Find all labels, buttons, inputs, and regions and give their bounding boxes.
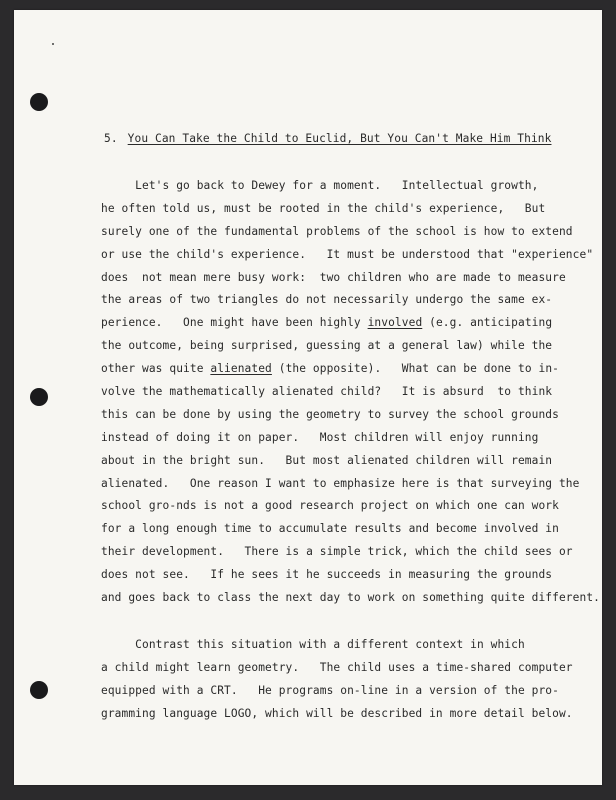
- paper-speck: [52, 43, 54, 45]
- text-line: he often told us, must be rooted in the child's experience, But: [101, 201, 546, 215]
- text-line: the outcome, being surprised, guessing at a general law) while the: [101, 339, 553, 353]
- text-line: [101, 358, 600, 381]
- text-line: Let's go back to Dewey for a moment. Intellectual growth,: [101, 179, 539, 192]
- text-line: does not see. If he sees it he succeeds in measuring the grounds: [101, 568, 553, 582]
- text-line: surely one of the fundamental problems of the school is how to extend: [101, 224, 573, 238]
- text-segment: perience. One might have been highly: [101, 316, 368, 330]
- text-line: alienated. One reason I want to emphasize here is that surveying the: [101, 476, 580, 490]
- punch-hole-top: [30, 93, 48, 111]
- text-line: a child might learn geometry. The child uses a time-shared computer: [101, 660, 573, 674]
- text-line: equipped with a CRT. He programs on-line in a version of the pro-: [101, 683, 559, 697]
- text-line: or use the child's experience. It must be understood that "experience": [101, 247, 594, 261]
- text-line: their development. There is a simple trick, which the child sees or: [101, 545, 573, 559]
- text-segment: (e.g. anticipating: [422, 316, 553, 330]
- section-title: You Can Take the Child to Euclid, But You Can't Make Him Think: [127, 132, 552, 145]
- text-line: for a long enough time to accumulate results and become involved in: [101, 522, 559, 536]
- text-segment: (the opposite). What can be done to in-: [271, 362, 559, 376]
- text-line: this can be done by using the geometry to survey the school grounds: [101, 407, 559, 421]
- text-line: [101, 312, 600, 335]
- text-line: school gro-nds is not a good research project on which one can work: [101, 499, 559, 513]
- text-line: about in the bright sun. But most alienated children will remain: [101, 453, 553, 467]
- punch-hole-middle: [30, 388, 48, 406]
- punch-hole-bottom: [30, 681, 48, 699]
- paragraph-2: [101, 634, 573, 726]
- text-segment: other was quite: [101, 362, 211, 376]
- section-number: 5.: [104, 132, 118, 145]
- text-line: does not mean mere busy work: two children who are made to measure: [101, 270, 566, 284]
- paragraph-1: [101, 175, 600, 610]
- section-heading: [104, 132, 551, 145]
- text-line: gramming language LOGO, which will be described in more detail below.: [101, 706, 573, 720]
- text-line: Contrast this situation with a different context in which: [101, 638, 525, 651]
- underlined-word: alienated: [210, 362, 272, 376]
- text-line: the areas of two triangles do not necessarily undergo the same ex-: [101, 293, 553, 307]
- text-line: and goes back to class the next day to work on something quite different.: [101, 591, 600, 605]
- underlined-word: involved: [367, 316, 423, 330]
- text-line: instead of doing it on paper. Most children will enjoy running: [101, 430, 539, 444]
- text-line: volve the mathematically alienated child? It is absurd to think: [101, 385, 553, 399]
- document-page: [14, 10, 602, 785]
